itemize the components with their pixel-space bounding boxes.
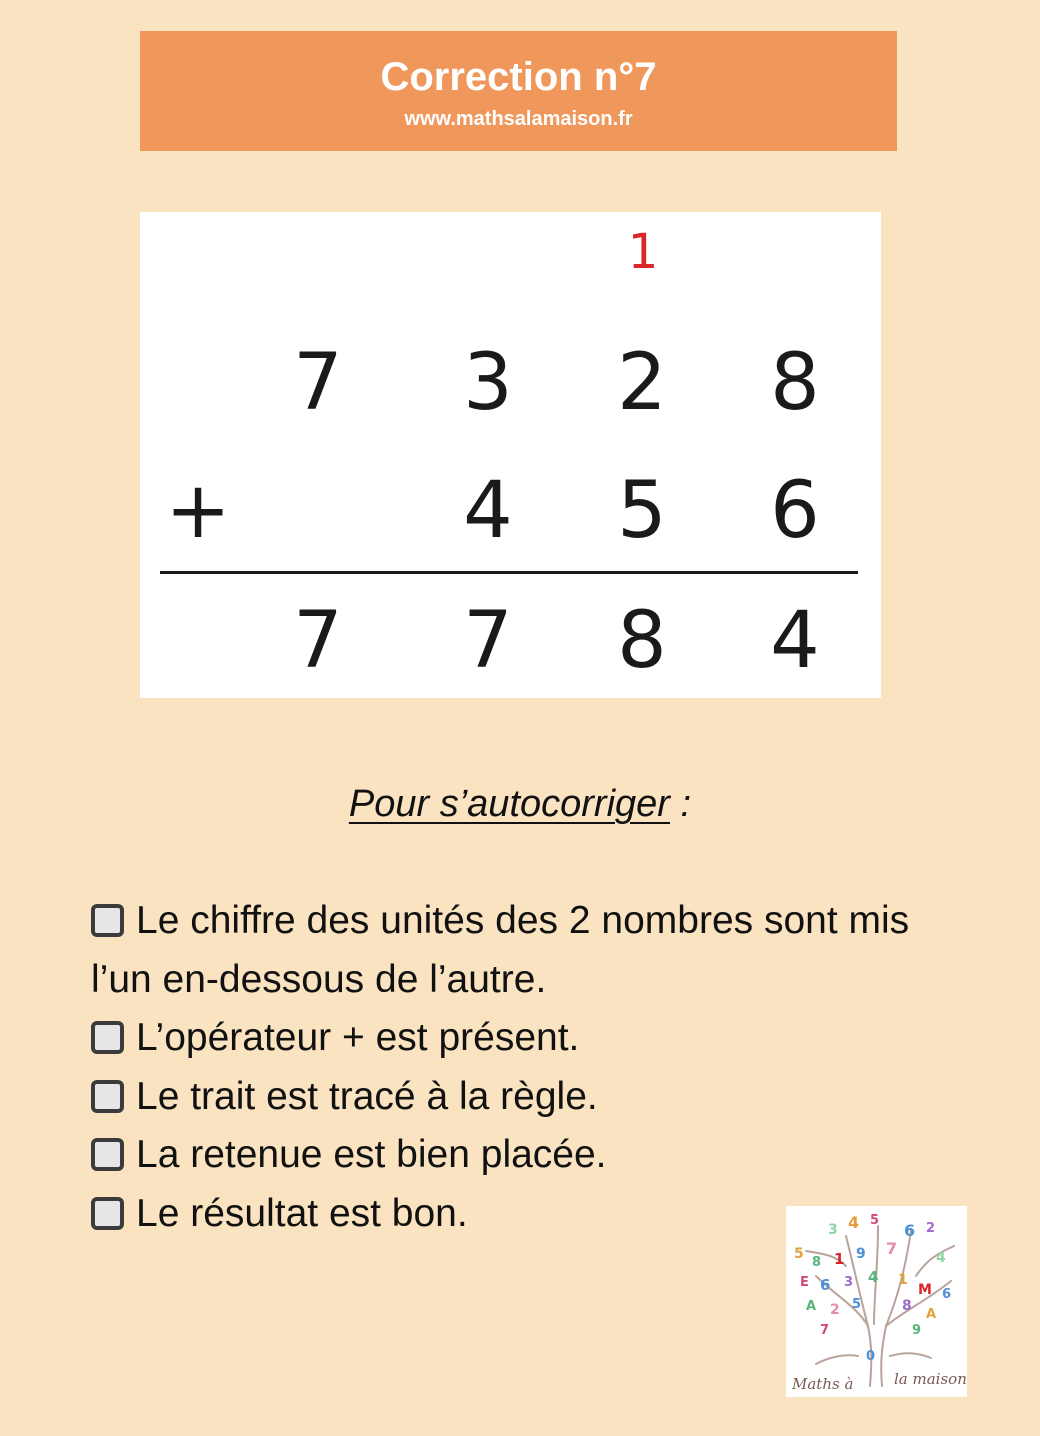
maths-a-la-maison-logo xyxy=(786,1206,967,1397)
checklist-item-text: La retenue est bien placée. xyxy=(136,1133,607,1176)
checklist-item xyxy=(91,1068,911,1127)
top-number-digit: 8 xyxy=(770,338,820,428)
svg-text:la maison: la maison xyxy=(894,1370,967,1388)
carry-digit: 1 xyxy=(627,224,659,280)
result-digit: 7 xyxy=(463,596,513,686)
top-number-digit: 3 xyxy=(463,338,513,428)
svg-text:4: 4 xyxy=(936,1250,946,1266)
svg-text:Maths à: Maths à xyxy=(792,1375,854,1393)
svg-text:2: 2 xyxy=(926,1221,936,1236)
svg-text:5: 5 xyxy=(870,1213,880,1228)
result-digit: 8 xyxy=(617,596,667,686)
svg-text:2: 2 xyxy=(830,1302,840,1318)
checklist-item-text: L’opérateur + est présent. xyxy=(136,1016,580,1059)
svg-text:A: A xyxy=(806,1299,817,1314)
number-tree-logo-icon xyxy=(786,1206,967,1397)
svg-text:0: 0 xyxy=(866,1349,876,1364)
second-number-digit: 6 xyxy=(770,466,820,556)
checkbox-icon[interactable] xyxy=(91,1021,124,1054)
svg-text:1: 1 xyxy=(898,1272,908,1288)
plus-operator: + xyxy=(165,466,231,556)
checkbox-icon[interactable] xyxy=(91,1138,124,1171)
addition-operation xyxy=(140,212,881,698)
result-digit: 7 xyxy=(293,596,343,686)
checklist-item-text: Le résultat est bon. xyxy=(136,1191,468,1235)
svg-text:8: 8 xyxy=(812,1255,822,1270)
self-correction-colon: : xyxy=(669,783,692,825)
svg-text:6: 6 xyxy=(820,1276,831,1294)
svg-text:4: 4 xyxy=(868,1268,879,1286)
result-digit: 4 xyxy=(770,596,820,686)
addition-line xyxy=(160,571,858,574)
checkbox-icon[interactable] xyxy=(91,1080,124,1113)
svg-text:A: A xyxy=(926,1307,937,1322)
second-number-digit: 4 xyxy=(463,466,513,556)
self-correction-label: Pour s’autocorriger xyxy=(348,783,670,825)
checklist-item xyxy=(91,1126,911,1185)
svg-text:M: M xyxy=(918,1282,932,1298)
svg-text:7: 7 xyxy=(820,1323,830,1338)
second-number-digit: 5 xyxy=(617,466,667,556)
svg-text:1: 1 xyxy=(834,1250,845,1268)
checklist-item xyxy=(91,892,911,1009)
checkbox-icon[interactable] xyxy=(91,904,124,937)
self-correction-heading xyxy=(0,780,1040,828)
checkbox-icon[interactable] xyxy=(91,1197,124,1230)
self-check-list xyxy=(91,892,911,1243)
svg-text:4: 4 xyxy=(848,1213,860,1232)
top-number-digit: 7 xyxy=(293,338,343,428)
header-banner xyxy=(140,31,897,151)
checklist-item-text: Le trait est tracé à la règle. xyxy=(136,1074,598,1118)
svg-text:5: 5 xyxy=(794,1246,804,1262)
svg-text:6: 6 xyxy=(942,1287,952,1302)
top-number-digit: 2 xyxy=(617,338,667,428)
svg-text:5: 5 xyxy=(852,1297,862,1312)
page-title: Correction n°7 xyxy=(380,55,657,99)
svg-text:3: 3 xyxy=(828,1222,838,1238)
svg-text:6: 6 xyxy=(904,1221,916,1240)
svg-text:E: E xyxy=(800,1275,809,1290)
svg-text:7: 7 xyxy=(886,1239,898,1258)
svg-text:8: 8 xyxy=(902,1298,912,1314)
checklist-item-text: Le chiffre des unités des 2 nombres sont mis l’un en-dessous de l’autre. xyxy=(91,899,910,1001)
svg-text:3: 3 xyxy=(844,1275,854,1290)
svg-text:9: 9 xyxy=(856,1246,866,1262)
svg-text:9: 9 xyxy=(912,1323,922,1338)
checklist-item xyxy=(91,1009,911,1068)
website-url: www.mathsalamaison.fr xyxy=(404,108,633,130)
